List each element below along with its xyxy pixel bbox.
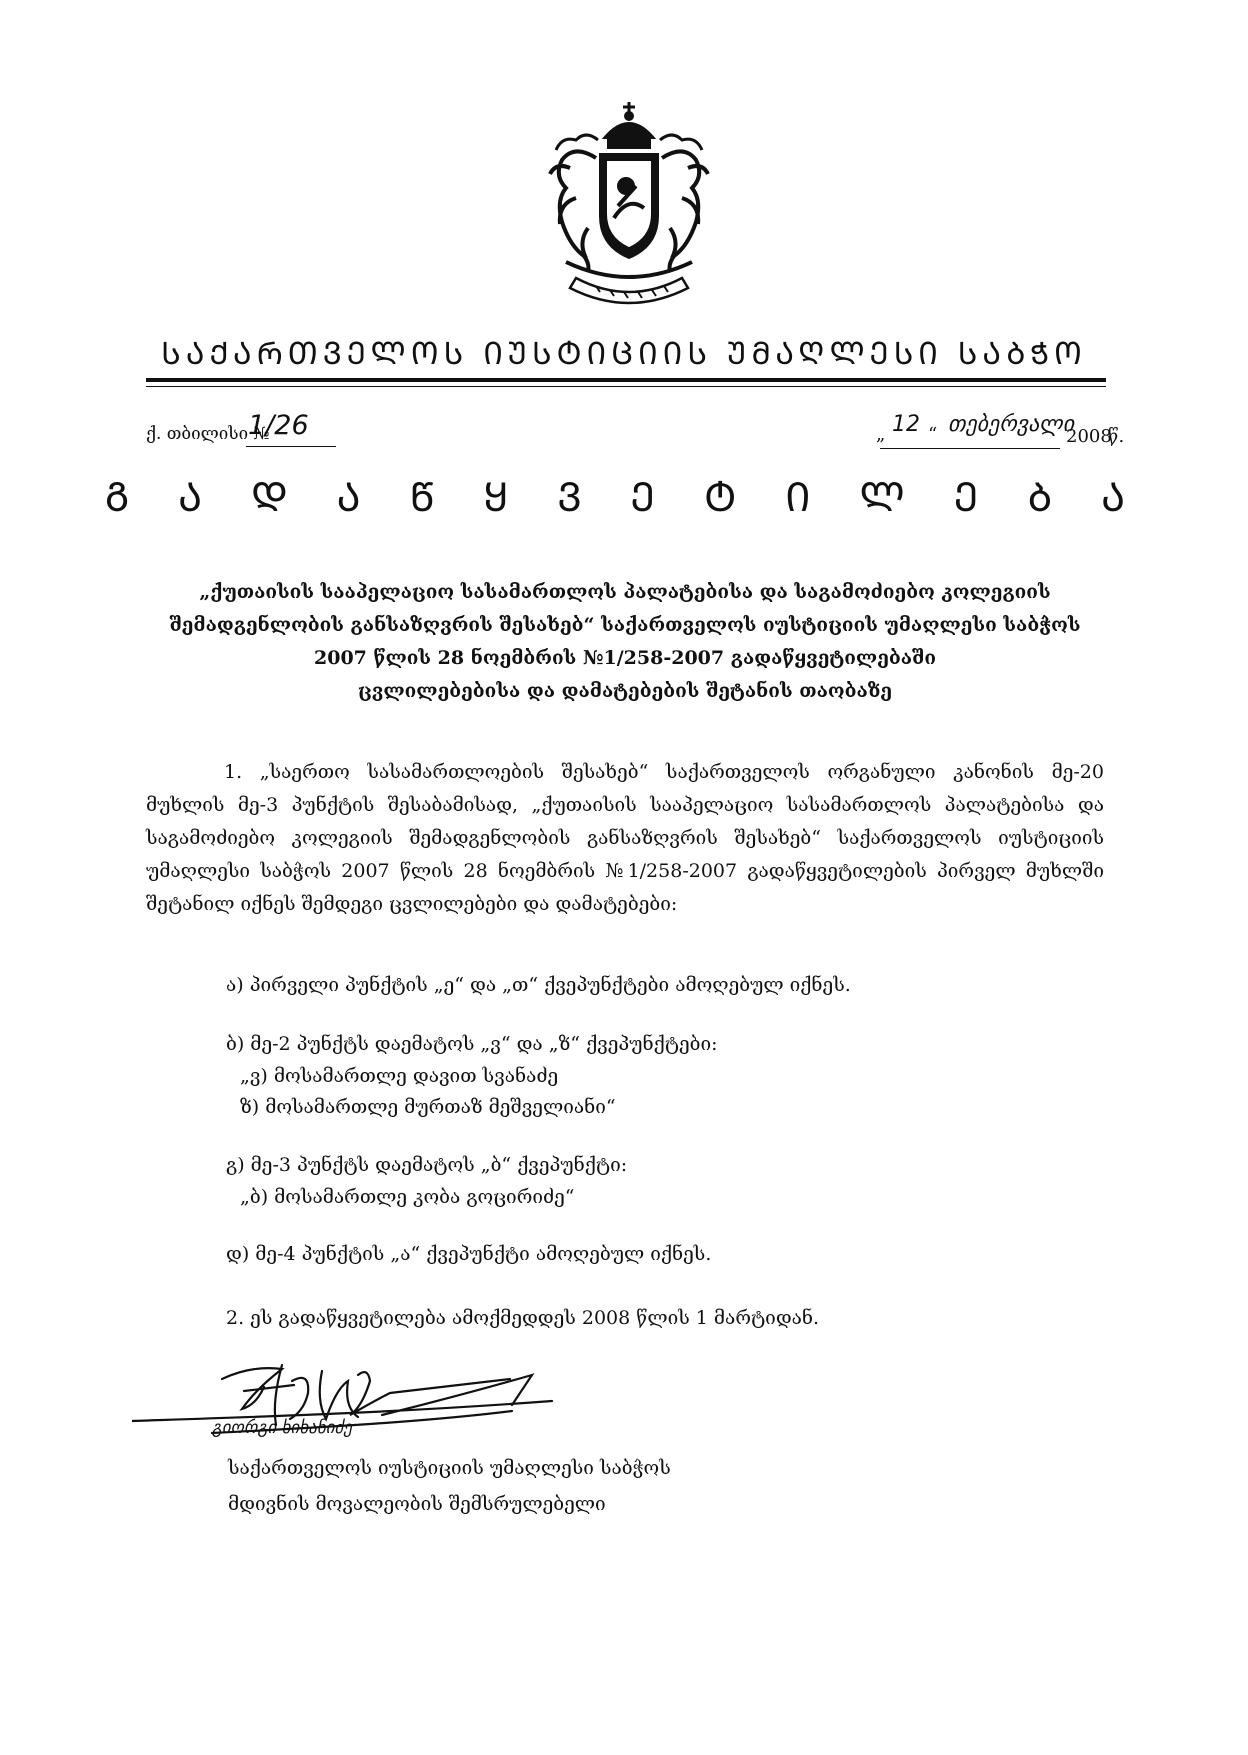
- signatory-position: [228, 1450, 671, 1522]
- document-body: [146, 756, 1104, 1329]
- place-label: ქ. თბილისი №: [146, 424, 270, 444]
- document-type-heading: Გ Ა Დ Ა Წ Ყ Ვ Ე Ტ Ი Ლ Ე Ბ Ა: [104, 475, 1144, 521]
- item-g: გ) მე-3 პუნქტს დაემატოს „ბ“ ქვეპუნქტი:: [226, 1154, 628, 1176]
- signatory-name: გიორგი ხიხანიძე: [212, 1418, 353, 1438]
- header-divider-thick: [146, 378, 1106, 382]
- title-line: ცვლილებებისა და დამატებების შეტანის თაობაზე: [357, 680, 893, 702]
- date-underline: [880, 448, 1060, 449]
- document-number: 1/26: [248, 410, 309, 441]
- title-line: 2007 წლის 28 ნოემბრის №1/258-2007 გადაწყვეტილებაში: [314, 647, 936, 669]
- item-b: ბ) მე-2 პუნქტს დაემატოს „ვ“ და „ზ“ ქვეპუნქტები:: [226, 1033, 718, 1055]
- item-b-line-1-text: „ვ) მოსამართლე დავით სვანაძე: [240, 1065, 559, 1087]
- header-divider-thin: [146, 386, 1106, 387]
- signatory-position-line: საქართველოს იუსტიციის უმაღლესი საბჭოს: [228, 1457, 671, 1479]
- date-open-quote: „: [876, 424, 886, 445]
- item-b-line-2-text: ზ) მოსამართლე მურთაზ მეშველიანი“: [240, 1096, 616, 1118]
- item-a: ა) პირველი პუნქტის „ე“ და „თ“ ქვეპუნქტები ამოღებულ იქნეს.: [226, 974, 851, 996]
- paragraph-2: 2. ეს გადაწყვეტილება ამოქმედდეს 2008 წლის 1 მარტიდან.: [226, 1307, 820, 1329]
- signatory-position-line: მდივნის მოვალეობის შემსრულებელი: [228, 1493, 606, 1515]
- date-day: 12: [892, 412, 920, 437]
- coat-of-arms-emblem: [536, 98, 722, 306]
- document-title: [150, 576, 1100, 708]
- item-b-line-2: [226, 1096, 616, 1118]
- date-month: თებერვალი: [948, 412, 1075, 437]
- paragraph-1: 1. „საერთო სასამართლოების შესახებ“ საქართველოს ორგანული კანონის მე-20 მუხლის მე-3 პუნქტის შესაბამისად, „ქუთაისის სააპელაციო სასამართლოს პალატებისა და საგამოძიებო კოლეგიის შემადგენლობის განსაზღვრის შესახებ“ საქართველოს იუსტიციის უმაღლესი საბჭოს 2007 წლის 28 ნოემბრის №1/258-2007 გადაწყვეტილების პირველ მუხლში შეტანილ იქნეს შემდეგი ცვლილებები და დამატებები:: [146, 761, 1104, 915]
- item-g-line-1-text: „ბ) მოსამართლე კობა გოცირიძე“: [240, 1186, 575, 1208]
- handwritten-signature: [132, 1351, 632, 1461]
- number-underline: [246, 446, 336, 447]
- item-g-line-1: [226, 1186, 575, 1208]
- council-name-heading: ᲡᲐᲥᲐᲠᲗᲕᲔᲚᲝᲡ ᲘᲣᲡᲢᲘᲪᲘᲘᲡ ᲣᲛᲐᲦᲚᲔᲡᲘ ᲡᲐᲑᲭᲝ: [161, 336, 1087, 372]
- title-line: „ქუთაისის სააპელაციო სასამართლოს პალატებისა და საგამოძიებო კოლეგიის: [199, 581, 1051, 603]
- date-year-suffix: წ.: [1108, 426, 1125, 447]
- item-d: დ) მე-4 პუნქტის „ა“ ქვეპუნქტი ამოღებულ იქნეს.: [226, 1243, 712, 1265]
- item-b-line-1: [226, 1065, 558, 1087]
- document-date: [876, 412, 1126, 452]
- date-year: 2008: [1066, 426, 1112, 447]
- date-close-quote: “: [928, 424, 938, 445]
- title-line: შემადგენლობის განსაზღვრის შესახებ“ საქართველოს იუსტიციის უმაღლესი საბჭოს: [169, 614, 1081, 636]
